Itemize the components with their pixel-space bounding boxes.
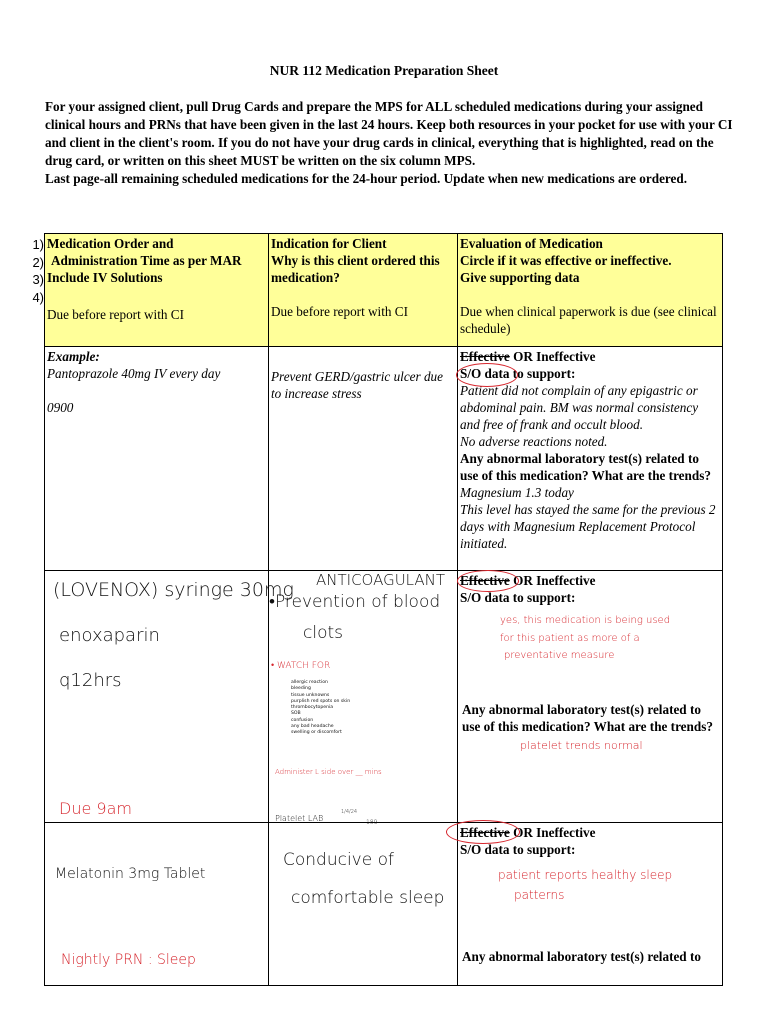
watch-item: allergic reaction	[291, 680, 328, 685]
handwritten-generic-name: enoxaparin	[59, 625, 160, 646]
platelet-lab-value: 189	[366, 819, 378, 826]
table-header-row	[45, 234, 723, 347]
handwritten-medication: Melatonin 3mg Tablet	[55, 866, 206, 882]
row-number-labels	[22, 236, 44, 306]
lab-question: Any abnormal laboratory test(s) related to	[462, 949, 701, 964]
handwritten-indication-cont: comfortable sleep	[291, 888, 445, 908]
watch-item: swelling or discomfort	[291, 730, 342, 736]
handwritten-indication-cont: clots	[303, 623, 343, 643]
effective-option: Effective	[460, 349, 510, 364]
header-medication-order	[45, 234, 269, 347]
lab-trend: This level has stayed the same for the previous 2 days with Magnesium Replacement Protocol initiated.	[460, 502, 716, 551]
handwritten-so-data: for this patient as more of a	[500, 633, 640, 644]
page-title: NUR 112 Medication Preparation Sheet	[269, 63, 499, 78]
handwritten-so-data: preventative measure	[504, 650, 615, 661]
handwritten-so-data: patterns	[514, 888, 565, 902]
lab-question: Any abnormal laboratory test(s) related to use of this medication? What are the trends?	[462, 702, 713, 734]
adverse-note: No adverse reactions noted.	[460, 434, 608, 449]
header-text: Medication Order and	[47, 236, 174, 251]
so-data-label: S/O data to support:	[460, 842, 576, 857]
lovenox-evaluation-cell	[458, 571, 723, 823]
due-note: Due when clinical paperwork is due (see clinical schedule)	[460, 304, 717, 336]
lab-question: Any abnormal laboratory test(s) related to use of this medication? What are the trends?	[460, 451, 711, 483]
medication-table	[44, 233, 723, 986]
melatonin-indication-cell	[269, 823, 458, 986]
handwritten-frequency: q12hrs	[59, 670, 122, 691]
header-text: Indication for Client	[271, 236, 387, 251]
watch-item: any bad headache	[291, 724, 334, 730]
table-row-melatonin	[45, 823, 723, 986]
ineffective-option: OR Ineffective	[509, 825, 596, 840]
watch-item: purplish red spots on skin	[291, 698, 351, 704]
melatonin-order-cell	[45, 823, 269, 986]
header-text: Why is this client ordered this medication?	[271, 253, 440, 285]
handwritten-drug-class: ANTICOAGULANT	[316, 571, 446, 589]
so-data-label-suffix: to support:	[509, 366, 576, 381]
row-number: 3)	[32, 272, 44, 287]
administration-time: 0900	[47, 400, 74, 415]
effective-circle	[457, 570, 519, 592]
handwritten-due-time: Due 9am	[59, 799, 132, 818]
so-data-label: S/O data	[460, 366, 510, 381]
watch-for-list	[291, 680, 350, 737]
handwritten-so-data: patient reports healthy sleep	[498, 868, 673, 882]
watch-for-label: • WATCH FOR	[271, 661, 331, 671]
handwritten-lab-trend: platelet trends normal	[520, 739, 643, 752]
example-evaluation-cell	[458, 347, 723, 571]
effective-circle	[446, 820, 520, 844]
due-note: Due before report with CI	[47, 307, 184, 322]
row-number: 4)	[32, 289, 44, 305]
header-text: Circle if it was effective or ineffective.	[460, 253, 672, 268]
row-number: 1)	[32, 237, 44, 252]
watch-item: SOB	[291, 711, 301, 717]
header-text: Give supporting data	[460, 270, 580, 285]
lab-value: Magnesium 1.3 today	[460, 485, 574, 500]
so-data-text: Patient did not complain of any epigastric or abdominal pain. BM was normal consistency and free of frank and occult blood.	[460, 383, 699, 432]
so-data-circle	[456, 363, 518, 387]
header-evaluation	[458, 234, 723, 347]
due-note: Due before report with CI	[271, 304, 408, 319]
example-order-cell	[45, 347, 269, 571]
example-indication-cell	[269, 347, 458, 571]
handwritten-medication: (LOVENOX) syringe 30mg	[53, 579, 294, 601]
effective-option: Effective	[460, 573, 510, 588]
row-number: 2)	[32, 254, 44, 270]
platelet-lab-date: 1/4/24	[341, 809, 358, 815]
example-label: Example:	[47, 349, 100, 364]
administer-note: Administer L side over __ mins	[275, 768, 382, 776]
handwritten-so-data: yes, this medication is being used	[500, 615, 671, 626]
melatonin-evaluation-cell	[458, 823, 723, 986]
so-data-label: S/O data to support:	[460, 590, 576, 605]
handwritten-indication: •Prevention of blood	[269, 592, 441, 612]
header-text: Administration Time as per MAR	[51, 253, 242, 268]
watch-item: confusion	[291, 717, 314, 723]
header-text: Include IV Solutions	[47, 270, 163, 285]
watch-item: bleeding	[291, 686, 311, 692]
header-text: Evaluation of Medication	[460, 236, 603, 251]
header-indication	[269, 234, 458, 347]
instructions-paragraph: For your assigned client, pull Drug Cards and prepare the MPS for ALL scheduled medications during your assigned clinical hours and PRNs that have been given in the last 24 hours. Keep both resources in your pocket for use with your CI and client in the client's room. If you do not have your drug cards in clinical, everything that is highlighted, read on the drug card, or written on this sheet MUST be written on the six column MPS.	[45, 99, 733, 168]
handwritten-indication: Conducive of	[283, 850, 394, 870]
ineffective-option: OR Ineffective	[509, 573, 596, 588]
platelet-lab-label: Platelet LAB	[275, 814, 324, 823]
ineffective-option: OR Ineffective	[509, 349, 596, 364]
lovenox-order-cell	[45, 571, 294, 823]
effective-option: Effective	[460, 825, 510, 840]
indication-text: Prevent GERD/gastric ulcer due to increase stress	[271, 369, 443, 401]
lovenox-indication-cell	[269, 571, 458, 826]
instructions	[45, 98, 735, 188]
handwritten-frequency: Nightly PRN : Sleep	[61, 952, 196, 968]
table-row-example	[45, 347, 723, 571]
instructions-last-page: Last page-all remaining scheduled medications for the 24-hour period. Update when new medications are ordered.	[45, 171, 688, 186]
watch-item: tissue unknowns	[291, 692, 330, 698]
table-row-lovenox	[45, 571, 723, 823]
watch-item: thrombocytopenia	[291, 705, 334, 711]
medication-order: Pantoprazole 40mg IV every day	[47, 366, 221, 381]
